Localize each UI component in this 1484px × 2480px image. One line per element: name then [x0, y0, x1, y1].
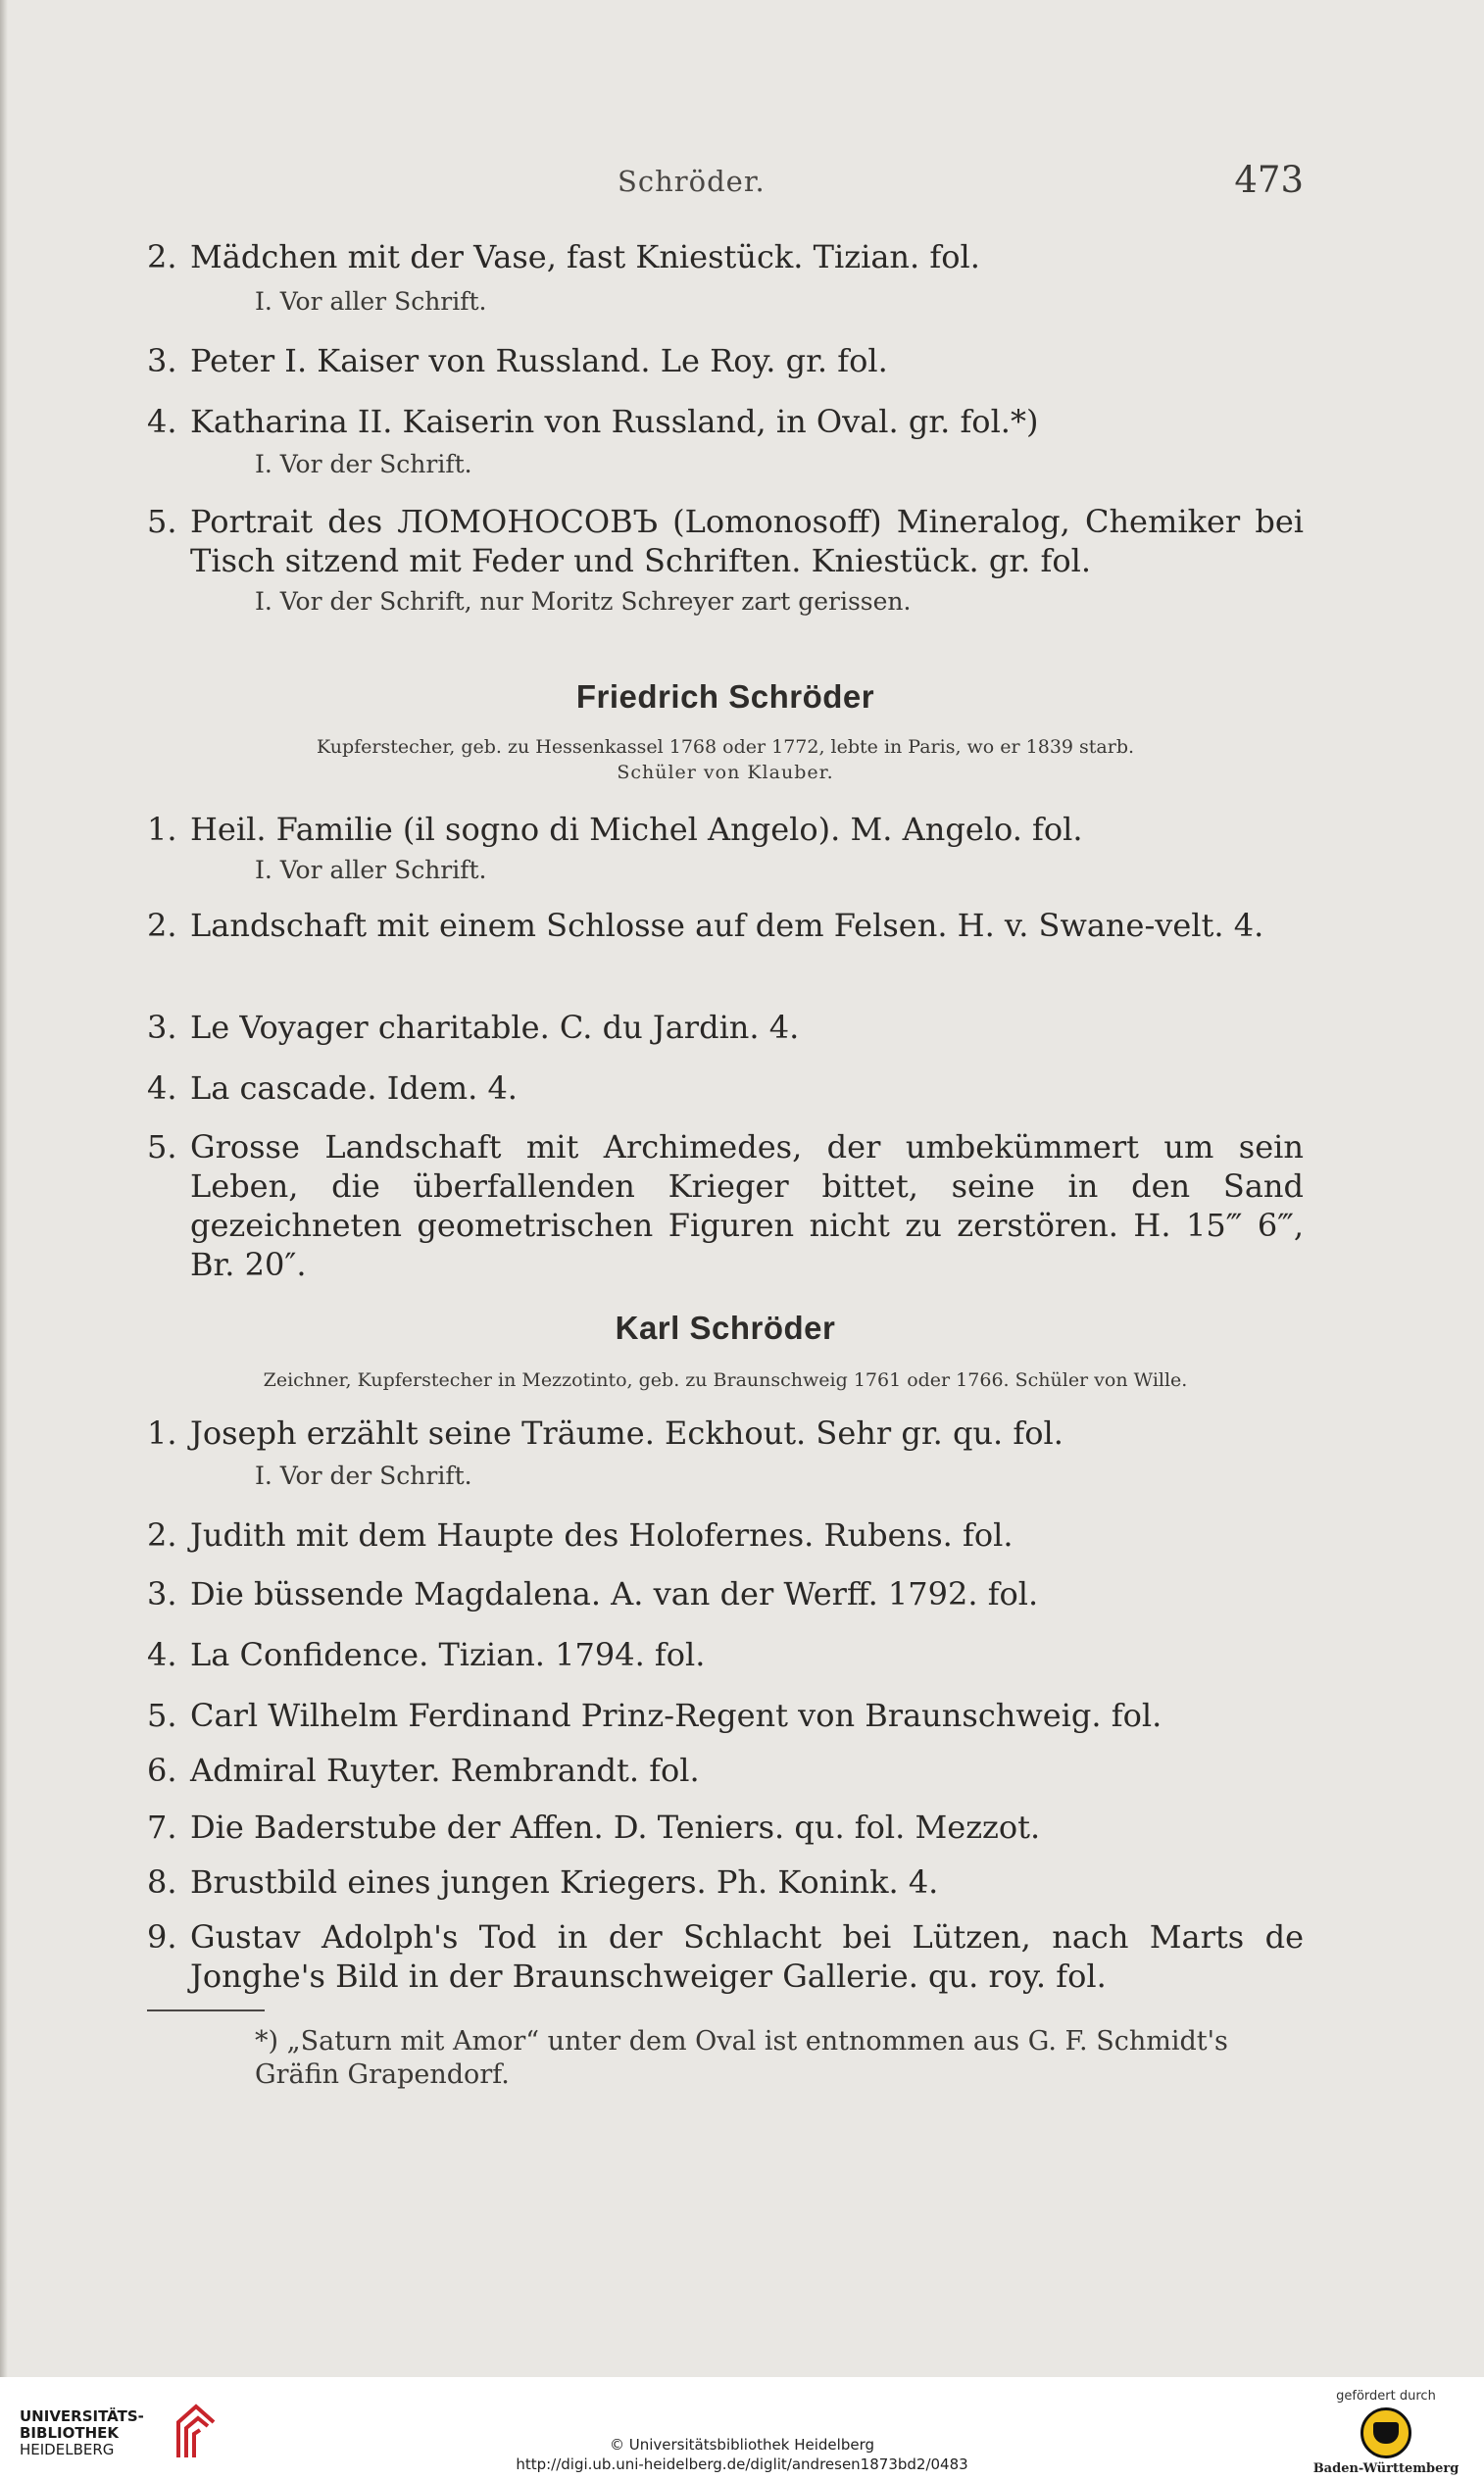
page-number: 473: [1234, 159, 1304, 201]
item-number: 3.: [147, 1575, 177, 1612]
item-number: 3.: [147, 1009, 177, 1046]
item-number: 3.: [147, 342, 177, 379]
running-head-title: Schröder.: [618, 165, 766, 198]
item-note: I. Vor aller Schrift.: [255, 287, 487, 316]
item-text: Judith mit dem Haupte des Holofernes. Rubens. fol.: [190, 1516, 1014, 1554]
item-number: 8.: [147, 1863, 177, 1901]
item-text: Gustav Adolph's Tod in der Schlacht bei Lützen, nach Marts de Jonghe's Bild in der Braunschweiger Gallerie. qu. roy. fol.: [190, 1918, 1304, 1995]
item-number: 5.: [147, 1697, 177, 1734]
item-text: Portrait des ЛОМОНОСОВЪ (Lomonosoff) Mineralog, Chemiker bei Tisch sitzend mit Feder und Schriften. Kniestück. gr. fol.: [190, 503, 1304, 579]
library-name-line1: UNIVERSITÄTS-: [20, 2407, 144, 2425]
item-number: 9.: [147, 1918, 177, 1956]
item-text: Grosse Landschaft mit Archimedes, der umbekümmert um sein Leben, die überfallenden Krieger bittet, seine in den Sand gezeichneten geometrischen Figuren nicht zu zerstören. H. 15‴ 6‴, Br. 20″.: [190, 1128, 1304, 1283]
item-number: 6.: [147, 1752, 177, 1789]
running-head: [147, 159, 1304, 208]
item-text: Joseph erzählt seine Träume. Eckhout. Sehr gr. qu. fol.: [190, 1414, 1064, 1452]
item-text: Landschaft mit einem Schlosse auf dem Felsen. H. v. Swane-velt. 4.: [190, 907, 1264, 944]
item-text: Die büssende Magdalena. A. van der Werff. 1792. fol.: [190, 1575, 1039, 1612]
item-number: 2.: [147, 238, 177, 275]
page-edge-shadow: [0, 0, 8, 2377]
item-number: 1.: [147, 811, 177, 848]
item-text: Admiral Ruyter. Rembrandt. fol.: [190, 1752, 700, 1789]
funder-name: Baden-Württemberg: [1312, 2461, 1459, 2476]
item-number: 5.: [147, 1128, 177, 1166]
item-text: Heil. Familie (il sogno di Michel Angelo). M. Angelo. fol.: [190, 811, 1083, 848]
footnote-rule: [147, 2009, 265, 2011]
item-note: I. Vor der Schrift, nur Moritz Schreyer zart gerissen.: [255, 587, 912, 616]
source-url-link[interactable]: http://digi.ub.uni-heidelberg.de/diglit/andresen1873bd2/0483: [516, 2455, 968, 2473]
funded-by-label: gefördert durch: [1336, 2389, 1436, 2404]
section-bio: Schüler von Klauber.: [617, 762, 834, 783]
item-number: 2.: [147, 1516, 177, 1554]
item-number: 4.: [147, 1069, 177, 1107]
footer-bar: [0, 2377, 1484, 2480]
section-bio: Kupferstecher, geb. zu Hessenkassel 1768 oder 1772, lebte in Paris, wo er 1839 starb.: [316, 736, 1135, 758]
coat-of-arms-icon: [1360, 2407, 1411, 2458]
section-bio: Zeichner, Kupferstecher in Mezzotinto, geb. zu Braunschweig 1761 oder 1766. Schüler von Wille.: [263, 1369, 1188, 1391]
item-number: 4.: [147, 1636, 177, 1673]
section-heading-friedrich: Friedrich Schröder: [575, 678, 875, 715]
item-text: La Confidence. Tizian. 1794. fol.: [190, 1636, 706, 1673]
item-text: Carl Wilhelm Ferdinand Prinz-Regent von Braunschweig. fol.: [190, 1697, 1162, 1734]
item-text: Katharina II. Kaiserin von Russland, in Oval. gr. fol.*): [190, 403, 1039, 440]
funder-logo[interactable]: [1308, 2389, 1464, 2477]
section-heading-karl: Karl Schröder: [615, 1310, 836, 1346]
item-text: Le Voyager charitable. C. du Jardin. 4.: [190, 1009, 800, 1046]
item-number: 1.: [147, 1414, 177, 1452]
footnote: *) „Saturn mit Amor“ unter dem Oval ist entnommen aus G. F. Schmidt's Gräfin Grapendorf.: [255, 2026, 1228, 2090]
item-note: I. Vor aller Schrift.: [255, 856, 487, 884]
item-number: 4.: [147, 403, 177, 440]
library-name-line2: BIBLIOTHEK: [20, 2424, 119, 2442]
library-name-line3: HEIDELBERG: [20, 2441, 115, 2458]
item-text: Brustbild eines jungen Kriegers. Ph. Konink. 4.: [190, 1863, 939, 1901]
item-text: Peter I. Kaiser von Russland. Le Roy. gr. fol.: [190, 342, 888, 379]
item-note: I. Vor der Schrift.: [255, 1462, 472, 1490]
copyright-text: © Universitätsbibliothek Heidelberg: [609, 2436, 874, 2454]
item-number: 7.: [147, 1809, 177, 1846]
item-text: La cascade. Idem. 4.: [190, 1069, 518, 1107]
item-number: 5.: [147, 503, 177, 540]
item-text: Mädchen mit der Vase, fast Kniestück. Tizian. fol.: [190, 238, 980, 275]
item-note: I. Vor der Schrift.: [255, 450, 472, 478]
item-text: Die Baderstube der Affen. D. Teniers. qu. fol. Mezzot.: [190, 1809, 1041, 1846]
item-number: 2.: [147, 907, 177, 944]
